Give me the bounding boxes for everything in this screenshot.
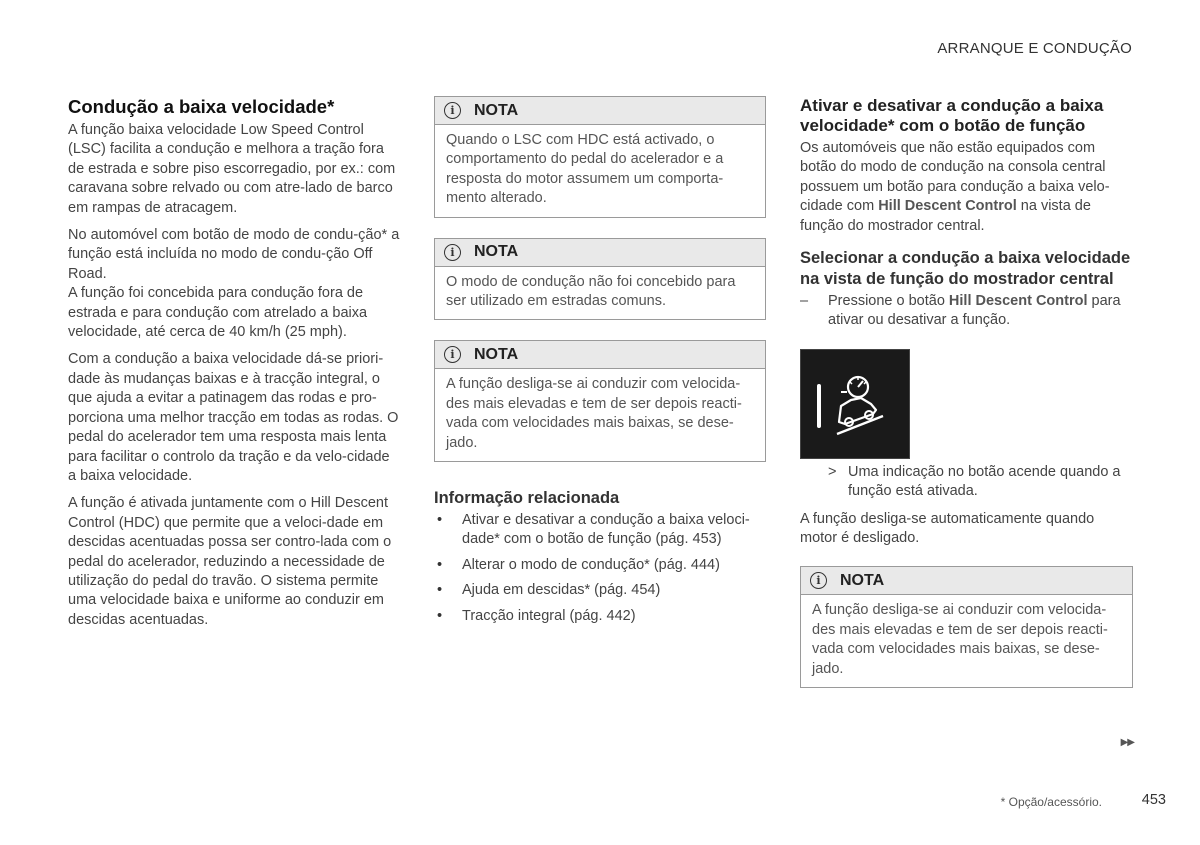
- section-title: Condução a baixa velocidade*: [68, 96, 335, 117]
- paragraph: Com a condução a baixa velocidade dá-se priori-dade às mudanças baixas e à tracção integral, o que ajuda a evitar a patinagem das rodas e pro-porciona uma melhor tracção em todas as rodas. O pedal do acelerador tem uma resposta mais lenta para facilitar o controlo da tração e da velo-cidade a baixa velocidade.: [68, 351, 399, 484]
- column-left: [68, 96, 401, 630]
- related-links-list: [434, 511, 766, 626]
- footnote: * Opção/acessório.: [1000, 795, 1102, 809]
- result-line: [800, 463, 1133, 502]
- note-title: NOTA: [474, 243, 519, 261]
- info-circle-icon: i: [444, 244, 461, 261]
- paragraph-text: na vista de função do mostrador central.: [800, 198, 1091, 234]
- info-circle-icon: i: [444, 346, 461, 363]
- result-arrow: >: [828, 463, 837, 480]
- info-circle-icon: i: [810, 572, 827, 589]
- note-header: [435, 97, 765, 125]
- section-header: ARRANQUE E CONDUÇÃO: [937, 40, 1132, 57]
- related-link[interactable]: • Ajuda em descidas* (pág. 454): [434, 581, 766, 600]
- info-circle-icon: i: [444, 102, 461, 119]
- note-title: NOTA: [474, 345, 519, 363]
- paragraph: A função é ativada juntamente com o Hill Descent Control (HDC) que permite que a veloci-dade em descidas acentuadas possa ser contro-lada com o pedal do acelerador, reduzindo a necessidade de utilização do pedal do travão. O sistema permite uma velocidade baixa e uniforme ao conduzir em descidas acentuadas.: [68, 495, 392, 628]
- paragraph-text: Os automóveis que não estão equipados com botão do modo de condução na consola central possuem um botão para condução a baixa velo-cidade com: [800, 140, 1110, 215]
- related-link[interactable]: • Ativar e desativar a condução a baixa veloci-dade* com o botão de função (pág. 453): [434, 511, 766, 550]
- column-middle: [434, 96, 766, 632]
- instruction-step: [800, 292, 1133, 331]
- paragraph: A função baixa velocidade Low Speed Control (LSC) facilita a condução e melhora a tração fora de estrada e sobre piso escorregadio, por ex.: com caravana sobre relvado ou com atre-lado de barco em rampas de atracagem.: [68, 122, 396, 216]
- paragraph: [800, 139, 1133, 236]
- ui-label: Hill Descent Control: [948, 293, 1088, 310]
- paragraph: A função desliga-se automaticamente quando motor é desligado.: [800, 510, 1095, 547]
- note-box: [434, 340, 766, 462]
- note-text: A função desliga-se ai conduzir com velocida-des mais elevadas e tem de ser depois reacti-vada com velocidades mais baixas, se dese-jado.: [812, 602, 1108, 677]
- paragraph: No automóvel com botão de modo de condu-ção* a função está incluída no modo de condu-ção Off Road.: [68, 227, 400, 282]
- step-text: Pressione o botão: [828, 293, 945, 310]
- ui-label: Hill Descent Control: [878, 198, 1017, 215]
- note-title: NOTA: [474, 101, 519, 119]
- subsection-title: Selecionar a condução a baixa velocidade na vista de função do mostrador central: [800, 249, 1131, 289]
- continue-arrows-icon: ▶▶: [1120, 737, 1134, 748]
- note-header: [435, 239, 765, 267]
- hill-descent-control-button-image: [800, 349, 910, 459]
- column-right: [800, 96, 1133, 708]
- step-dash: –: [800, 293, 809, 310]
- result-text: Uma indicação no botão acende quando a função está ativada.: [848, 463, 1121, 500]
- note-title: NOTA: [840, 571, 885, 589]
- paragraph: A função foi concebida para condução fora de estrada e para condução com atrelado a baixa velocidade, até cerca de 40 km/h (25 mph).: [68, 285, 368, 341]
- note-header: [435, 341, 765, 369]
- note-box: [434, 238, 766, 321]
- section-title: Ativar e desativar a condução a baixa velocidade* com o botão de função: [800, 96, 1104, 135]
- step-text: para ativar ou desativar a função.: [828, 293, 1121, 329]
- note-text: Quando o LSC com HDC está activado, o comportamento do pedal do acelerador e a resposta do motor assumem um comporta-mento alterado.: [446, 132, 724, 207]
- related-info-title: Informação relacionada: [434, 489, 620, 508]
- note-box: [434, 96, 766, 218]
- note-text: A função desliga-se ai conduzir com velocida-des mais elevadas e tem de ser depois reacti-vada com velocidades mais baixas, se dese-jado.: [446, 376, 742, 451]
- note-text: O modo de condução não foi concebido para ser utilizado em estradas comuns.: [446, 273, 736, 310]
- note-header: [801, 567, 1132, 595]
- note-box: [800, 566, 1133, 688]
- page-number: 453: [1141, 792, 1166, 808]
- related-link[interactable]: • Alterar o modo de condução* (pág. 444): [434, 556, 766, 575]
- related-link[interactable]: • Tracção integral (pág. 442): [434, 607, 766, 626]
- hill-descent-control-icon: [801, 350, 909, 458]
